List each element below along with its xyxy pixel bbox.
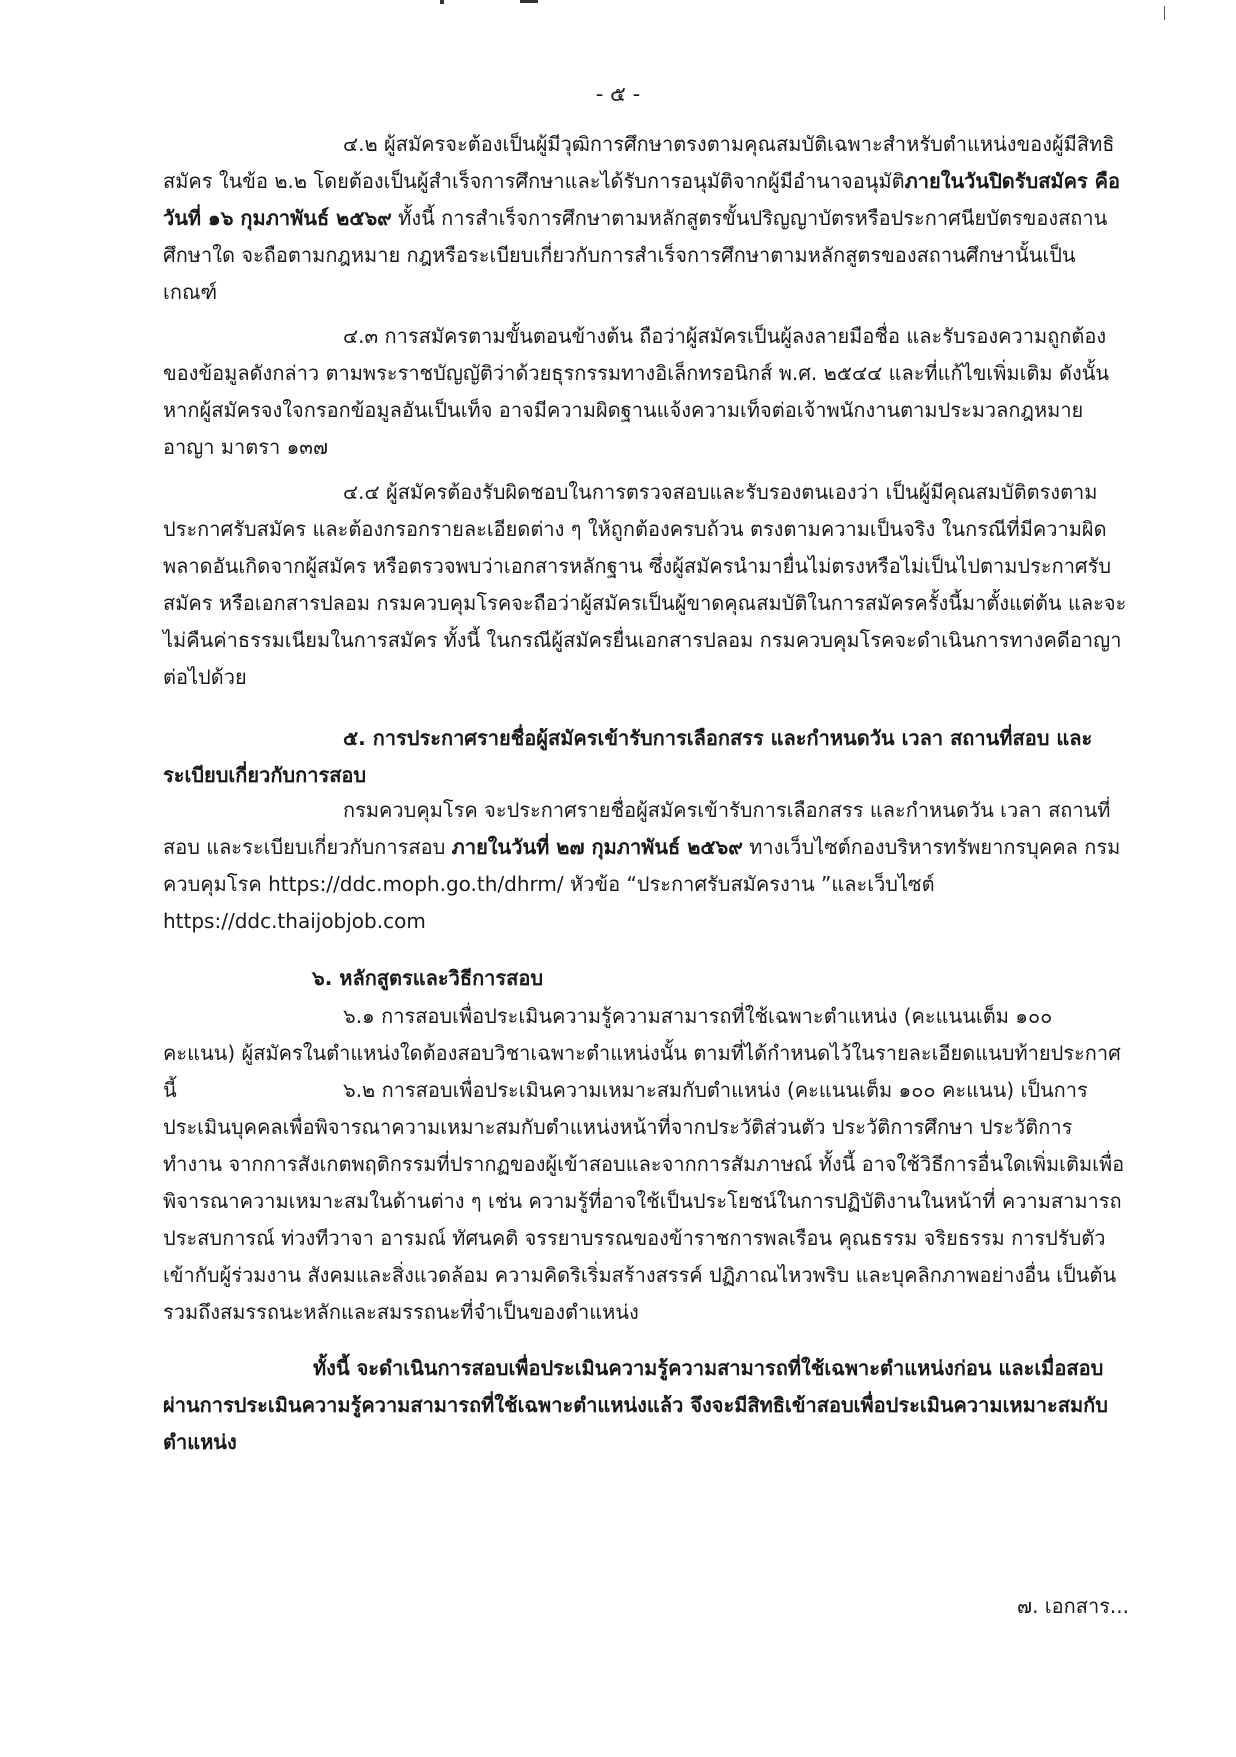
scan-artifact — [1164, 6, 1165, 20]
paragraph-4-2: ๔.๒ ผู้สมัครจะต้องเป็นผู้มีวุฒิการศึกษาตรงตามคุณสมบัติเฉพาะสำหรับตำแหน่งของผู้มีสิทธิสมัคร ในข้อ ๒.๒ โดยต้องเป็นผู้สำเร็จการศึกษาและได้รับการอนุมัติจากผู้มีอำนาจอนุมัติภายในวันปิดรับสมัคร คือวันที่ ๑๖ กุมภาพันธ์ ๒๕๖๙ ทั้งนี้ การสำเร็จการศึกษาตามหลักสูตรขั้นปริญญาบัตรหรือประกาศนียบัตรของสถานศึกษาใด จะถือตามกฎหมาย กฎหรือระเบียบเกี่ยวกับการสำเร็จการศึกษาตามหลักสูตรของสถานศึกษานั้นเป็นเกณฑ์ — [163, 132, 1121, 304]
continuation-note: ๗. เอกสาร... — [1017, 1594, 1129, 1618]
closing-statement: ทั้งนี้ จะดำเนินการสอบเพื่อประเมินความรู้ความสามารถที่ใช้เฉพาะตำแหน่งก่อน และเมื่อสอบผ่านการประเมินความรู้ความสามารถที่ใช้เฉพาะตำแหน่งแล้ว จึงจะมีสิทธิเข้าสอบเพื่อประเมินความเหมาะสมกับตำแหน่ง — [163, 1356, 1108, 1454]
paragraph-4-3: ๔.๓ การสมัครตามขั้นตอนข้างต้น ถือว่าผู้สมัครเป็นผู้ลงลายมือชื่อ และรับรองความถูกต้องของข้อมูลดังกล่าว ตามพระราชบัญญัติว่าด้วยธุรกรรมทางอิเล็กทรอนิกส์ พ.ศ. ๒๕๔๔ และที่แก้ไขเพิ่มเติม ดังนั้น หากผู้สมัครจงใจกรอกข้อมูลอันเป็นเท็จ อาจมีความผิดฐานแจ้งความเท็จต่อเจ้าพนักงานตามประมวลกฎหมายอาญา มาตรา ๑๓๗ — [163, 324, 1110, 459]
paragraph-6-2: ๖.๒ การสอบเพื่อประเมินความเหมาะสมกับตำแหน่ง (คะแนนเต็ม ๑๐๐ คะแนน) เป็นการประเมินบุคคลเพื่อพิจารณาความเหมาะสมกับตำแหน่งหน้าที่จากประวัติส่วนตัว ประวัติการศึกษา ประวัติการทำงาน จากการสังเกตพฤติกรรมที่ปรากฏของผู้เข้าสอบและจากการสัมภาษณ์ ทั้งนี้ อาจใช้วิธีการอื่นใดเพิ่มเติมเพื่อพิจารณาความเหมาะสมในด้านต่าง ๆ เช่น ความรู้ที่อาจใช้เป็นประโยชน์ในการปฏิบัติงานในหน้าที่ ความสามารถ ประสบการณ์ ท่วงทีวาจา อารมณ์ ทัศนคติ จรรยาบรรณของข้าราชการพลเรือน คุณธรรม จริยธรรม การปรับตัวเข้ากับผู้ร่วมงาน สังคมและสิ่งแวดล้อม ความคิดริเริ่มสร้างสรรค์ ปฏิภาณไหวพริบ และบุคลิกภาพอย่างอื่น เป็นต้น รวมถึงสมรรถนะหลักและสมรรถนะที่จำเป็นของตำแหน่ง — [163, 1078, 1125, 1324]
scan-artifact — [520, 0, 538, 3]
page-number: - ๕ - — [595, 82, 641, 106]
paragraph-4-4: ๔.๔ ผู้สมัครต้องรับผิดชอบในการตรวจสอบและรับรองตนเองว่า เป็นผู้มีคุณสมบัติตรงตามประกาศรับสมัคร และต้องกรอกรายละเอียดต่าง ๆ ให้ถูกต้องครบถ้วน ตรงตามความเป็นจริง ในกรณีที่มีความผิดพลาดอันเกิดจากผู้สมัคร หรือตรวจพบว่าเอกสารหลักฐาน ซึ่งผู้สมัครนำมายื่นไม่ตรงหรือไม่เป็นไปตามประกาศรับสมัคร หรือเอกสารปลอม กรมควบคุมโรคจะถือว่าผู้สมัครเป็นผู้ขาดคุณสมบัติในการสมัครครั้งนี้มาตั้งแต่ต้น และจะไม่คืนค่าธรรมเนียมในการสมัคร ทั้งนี้ ในกรณีผู้สมัครยื่นเอกสารปลอม กรมควบคุมโรคจะดำเนินการทางคดีอาญาต่อไปด้วย — [163, 480, 1127, 689]
paragraph-6-1: ๖.๑ การสอบเพื่อประเมินความรู้ความสามารถที่ใช้เฉพาะตำแหน่ง (คะแนนเต็ม ๑๐๐ คะแนน) ผู้สมัครในตำแหน่งใดต้องสอบวิชาเฉพาะตำแหน่งนั้น ตามที่ได้กำหนดไว้ในรายละเอียดแนบท้ายประกาศนี้ — [163, 1004, 1121, 1102]
section-5-body: กรมควบคุมโรค จะประกาศรายชื่อผู้สมัครเข้ารับการเลือกสรร และกำหนดวัน เวลา สถานที่สอบ และระเบียบเกี่ยวกับการสอบ ภายในวันที่ ๒๗ กุมภาพันธ์ ๒๕๖๙ ทางเว็บไซต์กองบริหารทรัพยากรบุคคล กรมควบคุมโรค https://ddc.moph.go.th/dhrm/ หัวข้อ “ประกาศรับสมัครงาน ”และเว็บไซต์ https://ddc.thaijobjob.com — [163, 798, 1121, 933]
section-6-heading: ๖. หลักสูตรและวิธีการสอบ — [312, 966, 544, 990]
scan-artifact — [440, 0, 444, 4]
section-5-heading: ๕. การประกาศรายชื่อผู้สมัครเข้ารับการเลือกสรร และกำหนดวัน เวลา สถานที่สอบ และระเบียบเกี่ยวกับการสอบ — [163, 726, 1093, 787]
